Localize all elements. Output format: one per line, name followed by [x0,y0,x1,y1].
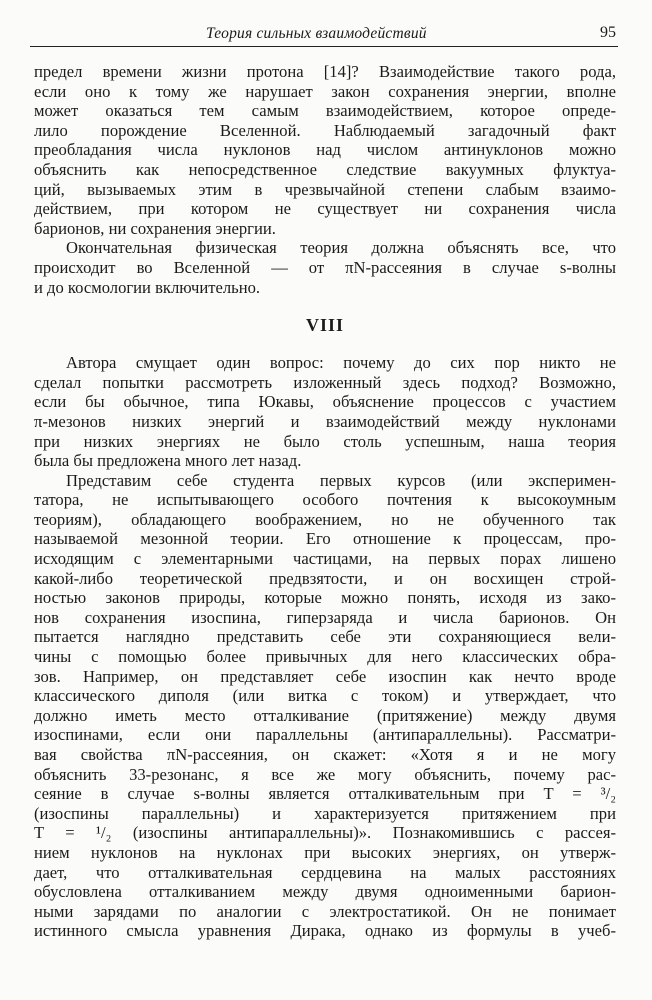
text-line: преобладания числа нуклонов над числом антинуклонов можно [34,140,616,160]
text-line: происходит во Вселенной — от πN-рассеяния в случае s-волны [34,257,616,277]
text-line: сделал попытки рассмотреть изложенный здесь подход? Возможно, [34,372,616,392]
text-line: может оказаться тем самым взаимодействием, которое опреде- [34,101,616,121]
text-line: при низких энергиях не было столь успешным, наша теория [34,431,616,451]
text-line: лило порождение Вселенной. Наблюдаемый загадочный факт [34,120,616,140]
text-line: исходящим с элементарными частицами, на первых порах лишено [34,549,616,569]
text-line: действием, при котором не существует ни сохранения числа [34,199,616,219]
text-line: изоспинами, если они параллельны (антипараллельны). Рассматри- [34,725,616,745]
text-line: (изоспины параллельны) и характеризуется притяжением при [34,803,616,823]
text-line: чины с помощью более привычных для него классических обра- [34,647,616,667]
text-line: дает, что отталкивательная сердцевина на малых расстояниях [34,862,616,882]
text-line: ностью законов природы, которые можно понять, исходя из зако- [34,588,616,608]
text-line: называемой мезонной теории. Его отношение к процессам, про- [34,529,616,549]
running-title: Теория сильных взаимодействий [206,25,427,42]
text-line: и до космологии включительно. [34,277,261,297]
paragraph-4 [34,471,616,941]
text-line: ными зарядами по аналогии с электростатикой. Он не понимает [34,901,616,921]
text-line: вая свойства πN-рассеяния, он скажет: «Хотя я и не могу [34,745,616,764]
text-line: нов сохранения изоспина, гиперзаряда и числа барионов. Он [34,607,616,627]
text-line: π-мезонов низких энергий и взаимодействий между нуклонами [34,411,616,431]
page-number: 95 [600,24,616,41]
text-line: Представим себе студента первых курсов (или эксперимен- [66,470,616,490]
page-body [34,62,616,941]
text-line: теориям), обладающего воображением, но не обученного так [34,509,616,529]
header-rule [30,46,618,47]
text-line: сеяние в случае s-волны является отталкивательным при T = ³/₂ [34,784,616,804]
text-line: объяснить 33-резонанс, я все же могу объяснить, почему рас- [34,764,616,784]
text-line: должно иметь место отталкивание (притяжение) между двумя [34,705,616,725]
text-line: Окончательная физическая теория должна объяснять все, что [66,238,616,258]
paragraph-2 [34,238,616,297]
text-line: татора, не испытывающего особого почтения к высокоумным [34,490,616,510]
text-line: объяснить как непосредственное следствие вакуумных флуктуа- [34,159,616,179]
section-heading: VIII [305,315,344,336]
paragraph-3 [34,353,616,471]
paragraph-1 [34,62,616,238]
text-line: нием нуклонов на нуклонах при высоких энергиях, он утверж- [34,842,616,862]
text-line: классического диполя (или витка с током) и утверждает, что [34,686,616,706]
text-line: истинного смысла уравнения Дирака, однако из формулы в учеб- [34,921,616,941]
text-line: пытается наглядно представить себе эти сохраняющиеся вели- [34,627,616,647]
text-line: была бы предложена много лет назад. [34,451,302,471]
text-line: Автора смущает один вопрос: почему до сих пор никто не [66,353,616,373]
text-line: предел времени жизни протона [14]? Взаимодействие такого рода, [34,62,616,81]
text-line: если бы обычное, типа Юкавы, объяснение процессов с участием [34,392,616,412]
text-line: если оно к тому же нарушает закон сохранения энергии, вполне [34,81,616,101]
text-line: зов. Например, он представляет себе изоспин как нечто вроде [34,666,616,686]
text-line: обусловлена отталкиванием между двумя одноименными барион- [34,882,616,902]
running-header [30,22,618,48]
text-line: барионов, ни сохранения энергии. [34,218,276,238]
text-line: ций, вызываемых этим в чрезвычайной степени слабым взаимо- [34,179,616,199]
text-line: T = ¹/₂ (изоспины антипараллельны)». Познакомившись с рассея- [34,823,616,843]
text-line: какой-либо теоретической предвзятости, и он восхищен строй- [34,568,616,588]
